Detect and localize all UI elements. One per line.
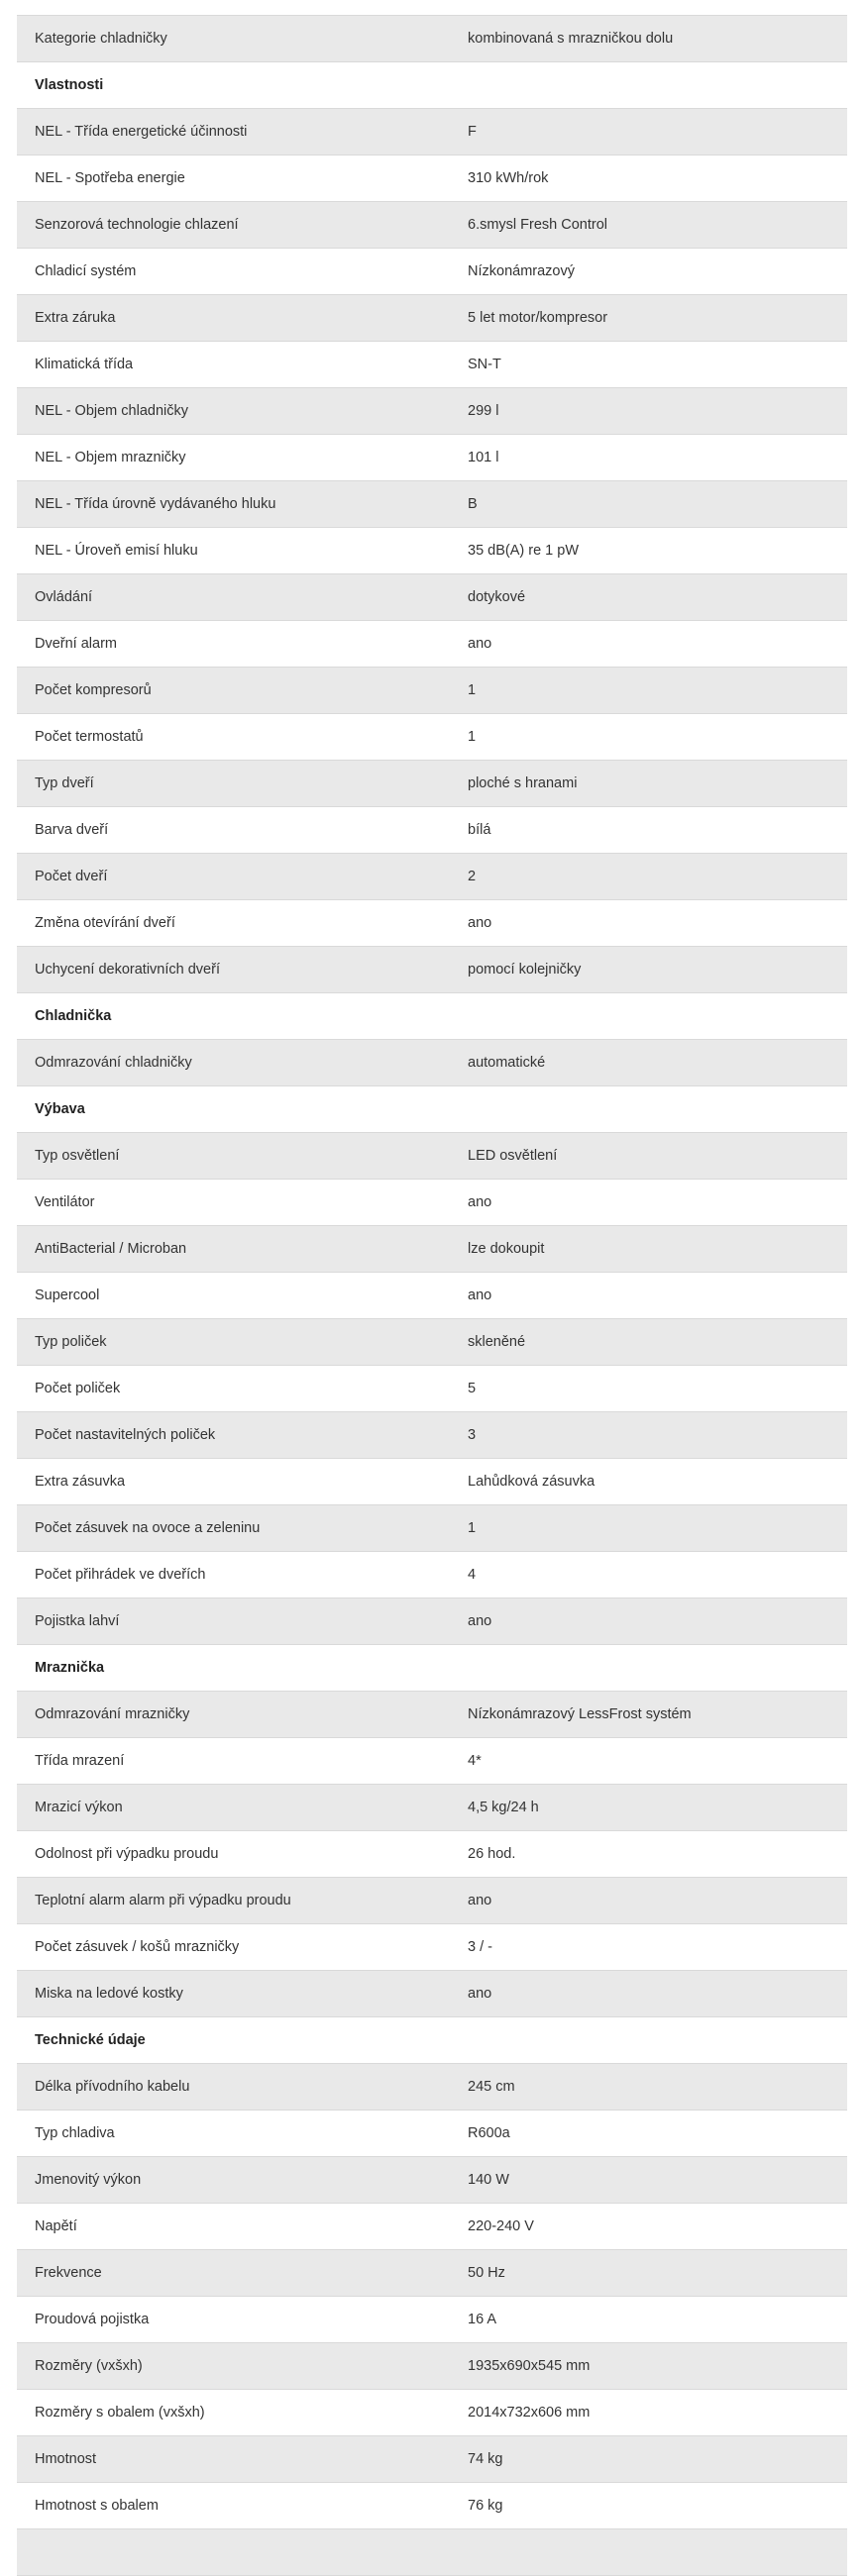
spec-label: NEL - Úroveň emisí hluku (35, 543, 198, 559)
spec-row (17, 2157, 847, 2204)
spec-label: Třída mrazení (35, 1753, 125, 1769)
spec-label: NEL - Spotřeba energie (35, 170, 185, 186)
spec-label: Počet zásuvek / košů mrazničky (35, 1939, 240, 1955)
spec-value: ano (468, 915, 492, 931)
spec-label: Miska na ledové kostky (35, 1986, 183, 2002)
spec-label: Napětí (35, 2218, 77, 2234)
spec-value: 74 kg (468, 2451, 503, 2467)
spec-value: 3 (468, 1427, 477, 1443)
spec-row (17, 528, 847, 574)
spec-label: Změna otevírání dveří (35, 915, 175, 931)
spec-label: Kategorie chladničky (35, 31, 167, 47)
spec-row (17, 1552, 847, 1598)
spec-label: Dveřní alarm (35, 636, 117, 652)
spec-value: ano (468, 1613, 492, 1629)
spec-label: NEL - Objem mrazničky (35, 450, 186, 465)
spec-row (17, 714, 847, 761)
spec-row (17, 1319, 847, 1366)
spec-row (17, 2436, 847, 2483)
spec-value: B (468, 496, 478, 512)
spec-row (17, 1878, 847, 1924)
spec-value: 4,5 kg/24 h (468, 1800, 539, 1815)
spec-value: 140 W (468, 2172, 509, 2188)
spec-row (17, 1459, 847, 1505)
spec-row (17, 1785, 847, 1831)
spec-row (17, 16, 847, 62)
spec-label: NEL - Objem chladničky (35, 403, 188, 419)
spec-label: Mrazicí výkon (35, 1800, 123, 1815)
spec-row (17, 481, 847, 528)
spec-label: Rozměry (vxšxh) (35, 2358, 143, 2374)
spec-value: 299 l (468, 403, 499, 419)
spec-label: Počet termostatů (35, 729, 144, 745)
spec-label: Rozměry s obalem (vxšxh) (35, 2405, 205, 2421)
spec-value: SN-T (468, 357, 501, 372)
spec-label: Extra zásuvka (35, 1474, 126, 1490)
spec-row (17, 1273, 847, 1319)
spec-row (17, 1180, 847, 1226)
spec-value: 50 Hz (468, 2265, 505, 2281)
spec-row (17, 2250, 847, 2297)
spec-value: bílá (468, 822, 491, 838)
spec-value: 2 (468, 869, 477, 884)
spec-label: Typ osvětlení (35, 1148, 120, 1164)
spec-row (17, 0, 847, 16)
spec-label: Frekvence (35, 2265, 102, 2281)
spec-row (17, 761, 847, 807)
spec-row (17, 202, 847, 249)
spec-value: 5 let motor/kompresor (468, 310, 608, 326)
spec-value: Lahůdková zásuvka (468, 1474, 595, 1490)
spec-label: NEL - Třída úrovně vydávaného hluku (35, 496, 276, 512)
spec-label: Počet poliček (35, 1381, 121, 1396)
spec-row (17, 1692, 847, 1738)
section-heading-row (17, 62, 847, 109)
spec-row (17, 854, 847, 900)
spec-label: Počet kompresorů (35, 682, 152, 698)
spec-label: Supercool (35, 1288, 100, 1303)
spec-label: Extra záruka (35, 310, 116, 326)
spec-row (17, 807, 847, 854)
spec-label: Jmenovitý výkon (35, 2172, 142, 2188)
spec-row (17, 1366, 847, 1412)
spec-value: 4* (468, 1753, 482, 1769)
spec-row (17, 1971, 847, 2017)
spec-row (17, 900, 847, 947)
spec-label: Typ chladiva (35, 2125, 115, 2141)
spec-value: ano (468, 1986, 492, 2002)
spec-label: Ovládání (35, 589, 93, 605)
spec-value: 6.smysl Fresh Control (468, 217, 608, 233)
spec-value: 310 kWh/rok (468, 170, 549, 186)
spec-row (17, 435, 847, 481)
section-heading: Technické údaje (35, 2032, 146, 2048)
spec-row (17, 388, 847, 435)
spec-row (17, 155, 847, 202)
spec-row (17, 295, 847, 342)
spec-label: Počet nastavitelných poliček (35, 1427, 216, 1443)
spec-row (17, 342, 847, 388)
spec-label: Odmrazování mrazničky (35, 1706, 190, 1722)
spec-row (17, 2343, 847, 2390)
spec-value: 16 A (468, 2312, 497, 2327)
spec-value: 101 l (468, 450, 499, 465)
spec-value: 1 (468, 682, 477, 698)
spec-row (17, 947, 847, 993)
spec-row (17, 109, 847, 155)
spec-label: Barva dveří (35, 822, 109, 838)
spec-value: 35 dB(A) re 1 pW (468, 543, 580, 559)
spec-value: Nízkonámrazový (468, 263, 575, 279)
spec-label: Délka přívodního kabelu (35, 2079, 190, 2095)
spec-value: F (468, 124, 477, 140)
spec-value: 245 cm (468, 2079, 515, 2095)
spec-row (17, 1831, 847, 1878)
spec-value: 1 (468, 729, 477, 745)
spec-label: Hmotnost s obalem (35, 2498, 159, 2514)
spec-row (17, 2483, 847, 2529)
spec-value: 3 / - (468, 1939, 492, 1955)
spec-value: lze dokoupit (468, 1241, 545, 1257)
section-heading-row (17, 1086, 847, 1133)
spec-row (17, 2111, 847, 2157)
spec-label: NEL - Třída energetické účinnosti (35, 124, 248, 140)
spec-value: automatické (468, 1055, 546, 1071)
spec-row (17, 1412, 847, 1459)
spec-row (17, 1226, 847, 1273)
spec-label: Hmotnost (35, 2451, 97, 2467)
spec-value: ano (468, 1288, 492, 1303)
section-heading-row (17, 1645, 847, 1692)
spec-table (17, 0, 847, 2576)
spec-row (17, 2297, 847, 2343)
spec-row (17, 2064, 847, 2111)
section-heading: Mraznička (35, 1660, 105, 1676)
section-heading: Výbava (35, 1101, 85, 1117)
spec-value: ploché s hranami (468, 775, 578, 791)
spec-label: Počet přihrádek ve dveřích (35, 1567, 206, 1583)
spec-row (17, 1133, 847, 1180)
spec-value: 4 (468, 1567, 477, 1583)
spec-row (17, 668, 847, 714)
spec-value: dotykové (468, 589, 526, 605)
spec-row (17, 574, 847, 621)
spec-value: 76 kg (468, 2498, 503, 2514)
spec-label: AntiBacterial / Microban (35, 1241, 187, 1257)
spec-row (17, 1738, 847, 1785)
spec-row (17, 1505, 847, 1552)
spec-label: Typ poliček (35, 1334, 107, 1350)
section-heading-row (17, 993, 847, 1040)
section-heading: Chladnička (35, 1008, 112, 1024)
spec-label: Klimatická třída (35, 357, 134, 372)
spec-value: 1935x690x545 mm (468, 2358, 591, 2374)
spec-value: ano (468, 1194, 492, 1210)
spec-label: Pojistka lahví (35, 1613, 120, 1629)
spec-value: Nízkonámrazový LessFrost systém (468, 1706, 692, 1722)
spec-row (17, 2390, 847, 2436)
section-heading: Vlastnosti (35, 77, 104, 93)
spec-value: skleněné (468, 1334, 526, 1350)
spec-label: Ventilátor (35, 1194, 95, 1210)
spec-value: 2014x732x606 mm (468, 2405, 591, 2421)
spec-value: 1 (468, 1520, 477, 1536)
spec-value: kombinovaná s mrazničkou dolu (468, 31, 674, 47)
spec-value: ano (468, 1893, 492, 1908)
spec-row (17, 2204, 847, 2250)
spec-value: R600a (468, 2125, 510, 2141)
spec-label: Typ dveří (35, 775, 94, 791)
spec-label: Počet dveří (35, 869, 108, 884)
spec-row (17, 1598, 847, 1645)
spec-value: ano (468, 636, 492, 652)
spec-row (17, 1924, 847, 1971)
spec-label: Senzorová technologie chlazení (35, 217, 239, 233)
section-heading-row (17, 2017, 847, 2064)
spec-label: Odolnost při výpadku proudu (35, 1846, 219, 1862)
spec-label: Proudová pojistka (35, 2312, 150, 2327)
spec-label: Odmrazování chladničky (35, 1055, 192, 1071)
spec-label: Počet zásuvek na ovoce a zeleninu (35, 1520, 261, 1536)
spec-value: 26 hod. (468, 1846, 516, 1862)
spec-label: Uchycení dekorativních dveří (35, 962, 220, 978)
spec-label: Teplotní alarm alarm při výpadku proudu (35, 1893, 291, 1908)
spec-label: Chladicí systém (35, 263, 137, 279)
spec-value: pomocí kolejničky (468, 962, 582, 978)
spec-row (17, 249, 847, 295)
spec-value: LED osvětlení (468, 1148, 558, 1164)
spec-value: 5 (468, 1381, 477, 1396)
spec-row (17, 621, 847, 668)
spec-row (17, 1040, 847, 1086)
spec-value: 220-240 V (468, 2218, 534, 2234)
